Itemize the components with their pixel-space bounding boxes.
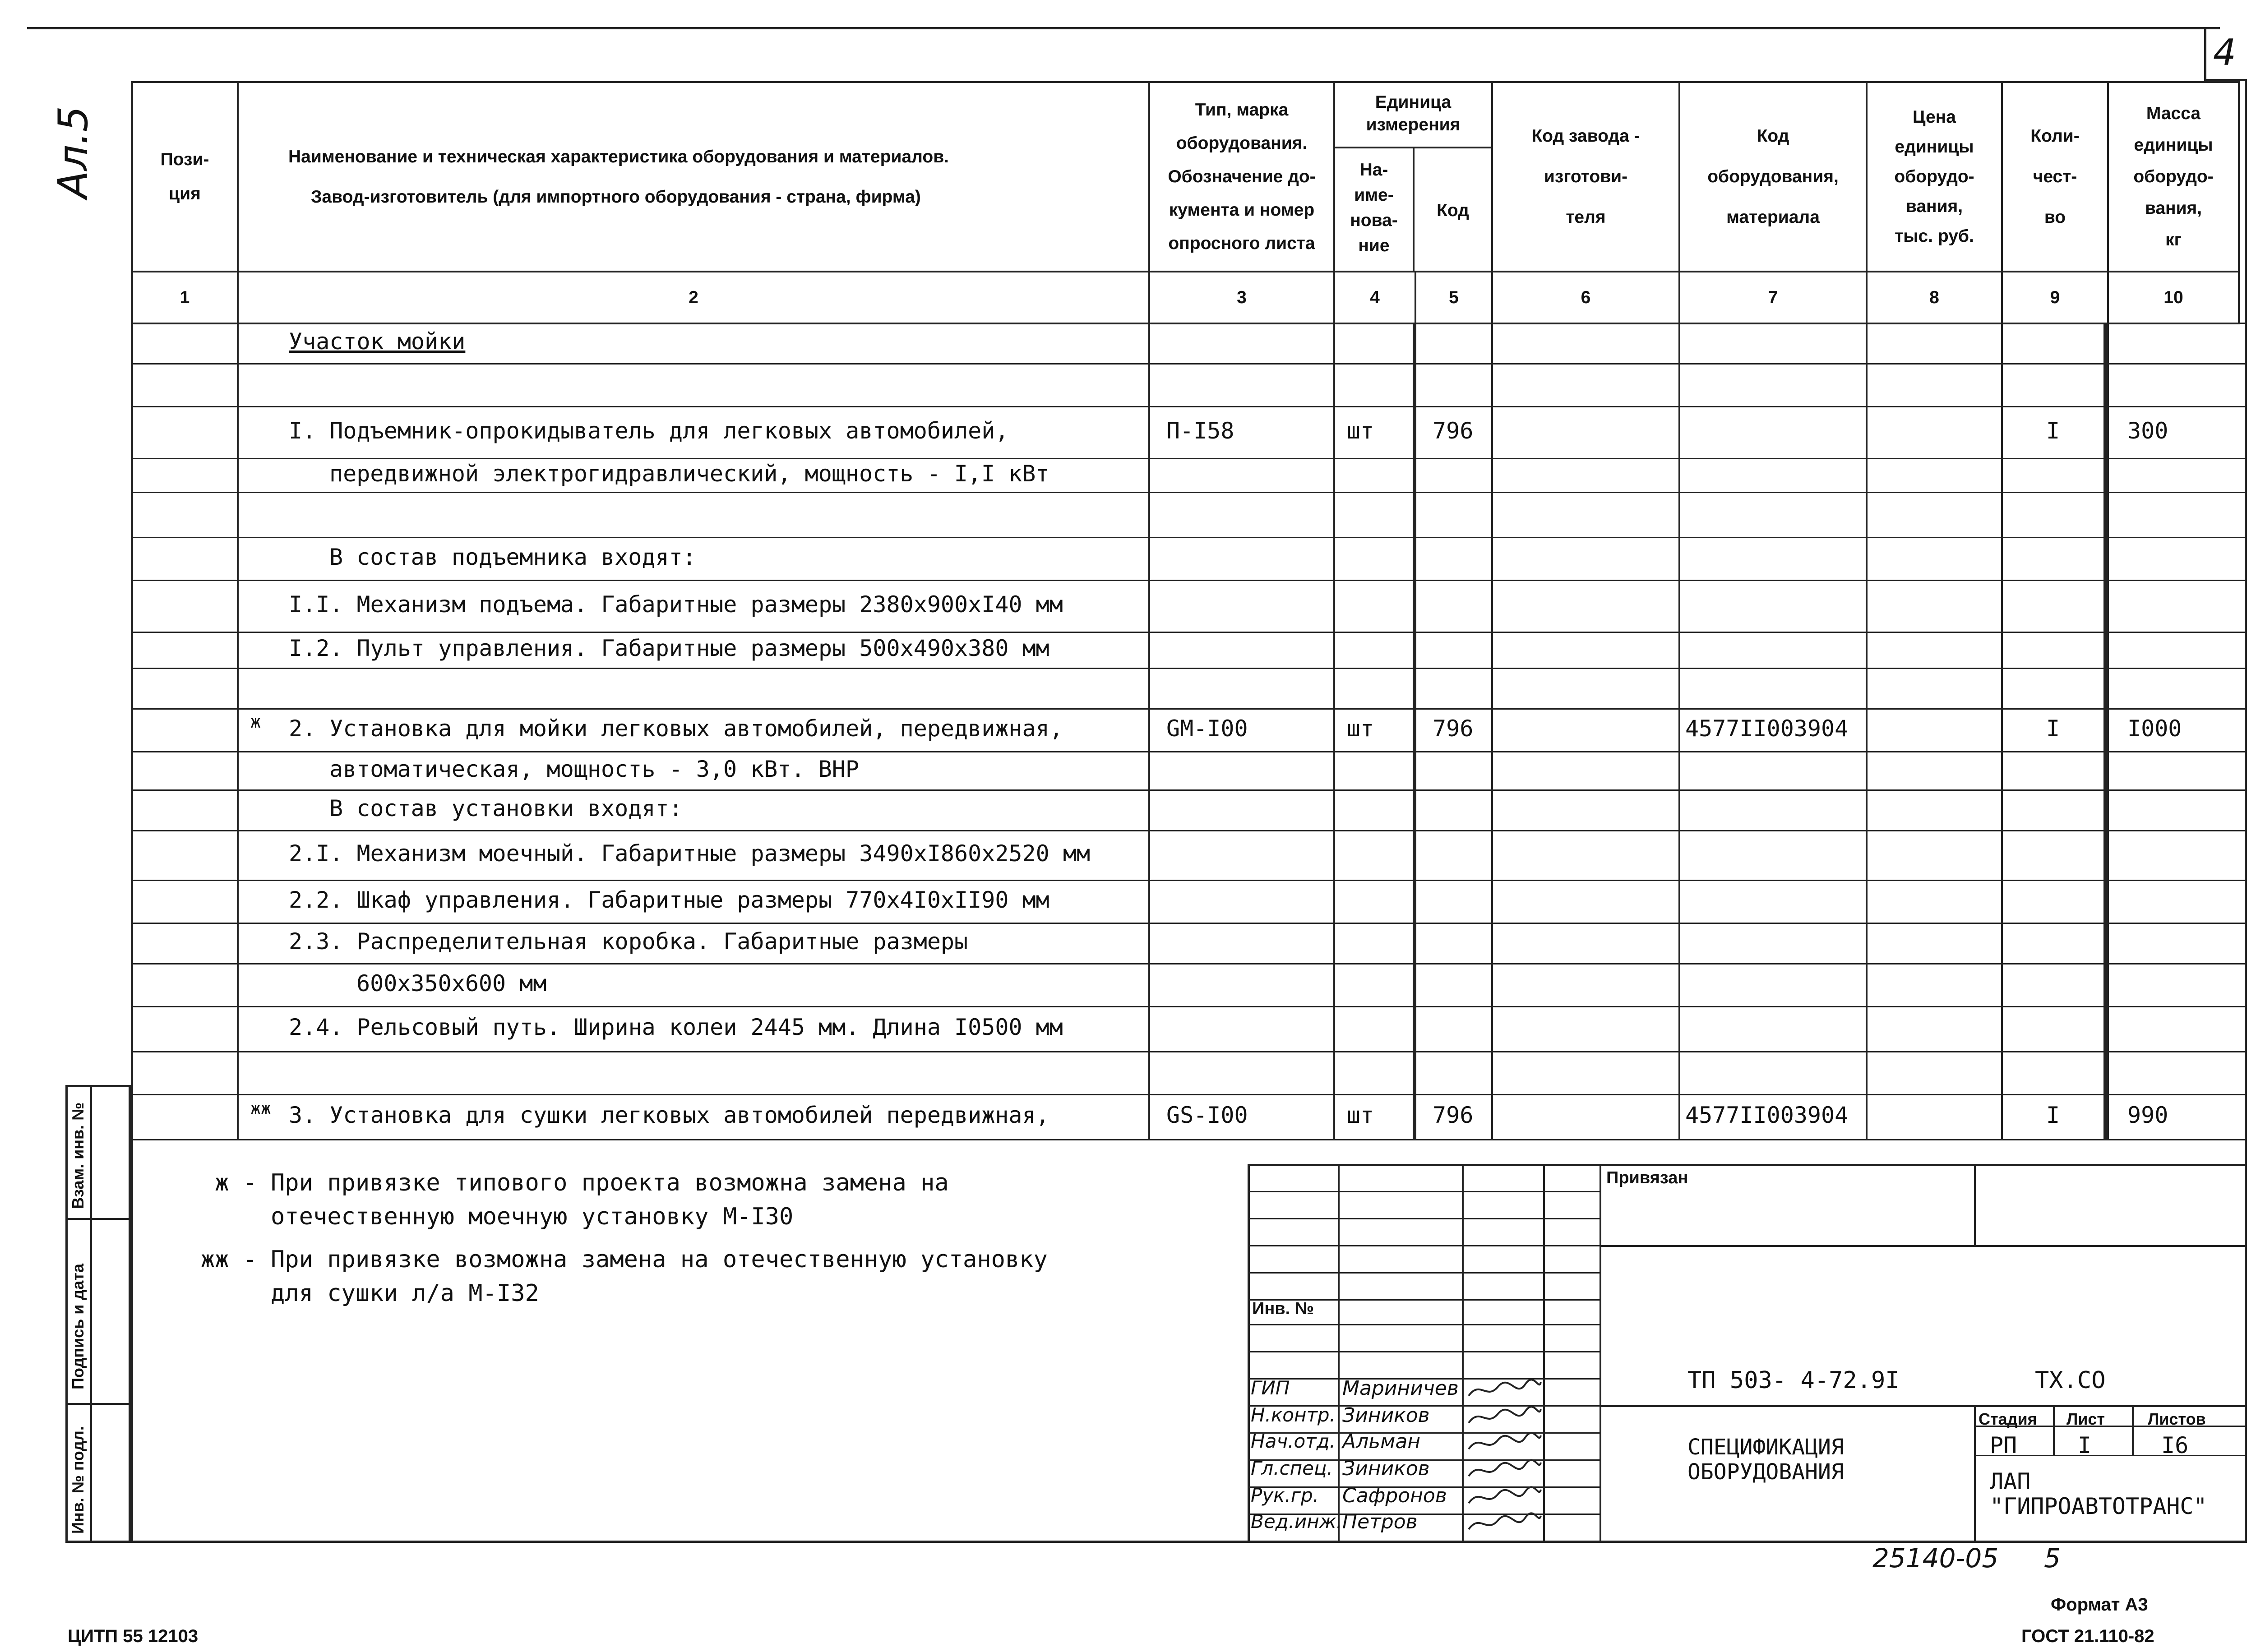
stamp-line	[1248, 1245, 1600, 1246]
stamp-role: Н.контр.	[1251, 1404, 1336, 1426]
header-factory-code: Код завода - изготови- теля	[1492, 82, 1679, 272]
stamp-line	[1248, 1218, 1600, 1219]
stamp-line	[1248, 1351, 1600, 1352]
grid-hline	[131, 789, 2245, 791]
header-name-line2: Завод-изготовитель (для импортного оборудования - страна, фирма)	[311, 187, 921, 207]
side-divider-1	[65, 1218, 131, 1220]
margin-note: Ал.5	[50, 106, 97, 198]
colnum: 8	[1867, 272, 2002, 323]
colnum: 2	[238, 272, 1149, 323]
grid-hline	[131, 963, 2245, 964]
footnote-1	[171, 1166, 949, 1234]
grid-hline	[131, 668, 2245, 669]
grid-vline	[237, 323, 239, 1139]
stamp-org-line1: ЛАП	[1990, 1468, 2031, 1495]
grid-vline	[1491, 323, 1493, 1139]
grid-vline	[2001, 323, 2003, 1139]
item-type: П-I58	[1166, 417, 1234, 444]
sheet-number: 4	[2213, 32, 2236, 74]
item-unit-code: 796	[1433, 1102, 1474, 1128]
stamp-line	[1248, 1272, 1600, 1274]
item-unit: шт	[1347, 417, 1374, 444]
grid-hline	[131, 708, 2245, 710]
frame-top	[27, 27, 2220, 29]
grid-vline	[2107, 323, 2109, 1139]
stamp-stadia-label: Стадия	[1979, 1410, 2037, 1428]
item-name: автоматическая, мощность - 3,0 кВт. ВНР	[329, 756, 859, 782]
footnote-2-mark: жж -	[200, 1246, 257, 1273]
side-label-inv: Инв. № подл.	[69, 1426, 87, 1534]
stamp-person-name: Зиников	[1342, 1457, 1430, 1480]
stamp-listov: I6	[2161, 1432, 2189, 1458]
item-mass: 990	[2127, 1102, 2168, 1128]
archive-page: 5	[2044, 1543, 2061, 1574]
colnum: 1	[132, 272, 238, 323]
stamp-person-name: Альман	[1342, 1430, 1421, 1453]
item-equipment-code: 4577II003904	[1685, 715, 1849, 742]
header-name-line1: Наименование и техническая характеристика оборудования и материалов.	[288, 147, 949, 166]
side-label-podpis: Подпись и дата	[69, 1264, 87, 1389]
signature-icon	[1466, 1378, 1543, 1407]
grid-vline	[2245, 323, 2247, 1139]
grid-vline-bold	[2103, 323, 2107, 1139]
stamp-role: ГИП	[1251, 1377, 1290, 1399]
header-position: Пози- ция	[132, 82, 238, 272]
signature-icon	[1466, 1405, 1543, 1435]
side-label-vzam: Взам. инв. №	[69, 1102, 87, 1209]
header-unit-code: Код	[1437, 201, 1469, 220]
header-mass: Масса единицы оборудо- вания, кг	[2108, 82, 2239, 272]
signature-icon	[1466, 1511, 1543, 1541]
footnote-2-line2: для сушки л/а М-I32	[271, 1280, 539, 1307]
stamp-person-name: Мариничев	[1342, 1377, 1459, 1400]
colnum: 3	[1149, 272, 1334, 323]
grid-hline	[131, 323, 2245, 324]
header-unit-group	[1334, 82, 1492, 272]
item-name: Участок мойки	[289, 328, 466, 355]
stamp-line	[1974, 1164, 1976, 1245]
header-quantity: Коли- чест- во	[2002, 82, 2108, 272]
item-footnote-mark: ж	[250, 711, 261, 732]
item-mass: 300	[2127, 417, 2168, 444]
item-type: GM-I00	[1166, 715, 1248, 742]
item-equipment-code: 4577II003904	[1685, 1102, 1849, 1128]
stamp-person-name: Петров	[1342, 1510, 1418, 1533]
stamp-list-label: Лист	[2066, 1410, 2105, 1428]
side-divider-2	[65, 1403, 131, 1405]
column-numbers-row	[132, 272, 2239, 323]
grid-hline	[131, 458, 2245, 459]
grid-vline	[1866, 323, 1868, 1139]
stamp-person-name: Сафронов	[1342, 1484, 1447, 1507]
grid-hline	[131, 492, 2245, 493]
header-price: Цена единицы оборудо- вания, тыс. руб.	[1867, 82, 2002, 272]
item-name: I.I. Механизм подъема. Габаритные размеры 2380х900хI40 мм	[289, 591, 1063, 618]
header-unit-title: Единица измерения	[1335, 83, 1491, 148]
footnote-1-line2: отечественную моечную установку М-I30	[271, 1203, 794, 1230]
colnum: 4	[1334, 272, 1415, 323]
item-type: GS-I00	[1166, 1102, 1248, 1128]
item-name: 2.3. Распределительная коробка. Габаритные размеры	[289, 928, 968, 955]
item-name: 2.4. Рельсовый путь. Ширина колеи 2445 мм. Длина I0500 мм	[289, 1014, 1063, 1040]
stamp-designation: ТП 503- 4-72.9I	[1687, 1367, 1900, 1394]
colnum: 10	[2108, 272, 2239, 323]
item-quantity: I	[2046, 1102, 2060, 1128]
citp-label: ЦИТП 55 12103	[68, 1626, 199, 1646]
stamp-title-line2: ОБОРУДОВАНИЯ	[1687, 1459, 1844, 1485]
format-label: Формат А3	[2051, 1595, 2148, 1615]
item-unit-code: 796	[1433, 715, 1474, 742]
item-name: 600х350х600 мм	[356, 970, 547, 997]
stamp-line	[1248, 1191, 1600, 1192]
grid-hline	[131, 537, 2245, 538]
header-unit-name: На- име- нова- ние	[1335, 148, 1415, 271]
stamp-role: Гл.спец.	[1251, 1457, 1333, 1479]
stamp-role: Вед.инж.	[1251, 1510, 1342, 1532]
spec-table	[131, 81, 2240, 324]
item-quantity: I	[2046, 417, 2060, 444]
header-equip-code: Код оборудования, материала	[1679, 82, 1867, 272]
grid-hline	[131, 1139, 2245, 1140]
colnum: 6	[1492, 272, 1679, 323]
side-divider-inner	[90, 1085, 92, 1543]
grid-hline	[131, 880, 2245, 881]
item-name: передвижной электрогидравлический, мощность - I,I кВт	[329, 460, 1049, 487]
grid-hline	[131, 923, 2245, 924]
item-name: 2.I. Механизм моечный. Габаритные размеры 3490хI860х2520 мм	[289, 840, 1091, 867]
grid-hline	[131, 830, 2245, 831]
grid-hline	[131, 1051, 2245, 1052]
stamp-designation-suffix: ТХ.СО	[2035, 1367, 2106, 1394]
grid-vline	[131, 323, 133, 1139]
item-name: I. Подъемник-опрокидыватель для легковых автомобилей,	[289, 417, 1009, 444]
grid-vline-bold	[1413, 323, 1416, 1139]
stamp-listov-label: Листов	[2148, 1410, 2206, 1428]
item-unit: шт	[1347, 715, 1374, 742]
stamp-inv-no: Инв. №	[1252, 1299, 1314, 1318]
footnote-1-line1: При привязке типового проекта возможна замена на	[271, 1169, 949, 1196]
colnum: 5	[1415, 272, 1492, 323]
item-name: I.2. Пульт управления. Габаритные размеры 500х490х380 мм	[289, 635, 1049, 661]
grid-vline	[1148, 323, 1150, 1139]
item-name: В состав установки входят:	[329, 795, 683, 821]
footnote-2	[171, 1243, 1048, 1311]
header-type: Тип, марка оборудования. Обозначение до- кумента и номер опросного листа	[1149, 82, 1334, 272]
gost-label: ГОСТ 21.110-82	[2021, 1626, 2154, 1646]
stamp-privyazan: Привязан	[1606, 1168, 1688, 1187]
grid-hline	[131, 406, 2245, 407]
colnum: 9	[2002, 272, 2108, 323]
stamp-line	[1248, 1324, 1600, 1325]
stamp-line	[1462, 1164, 1464, 1543]
signature-icon	[1466, 1458, 1543, 1488]
signature-icon	[1466, 1485, 1543, 1515]
grid-hline	[131, 363, 2245, 365]
grid-vline	[1678, 323, 1680, 1139]
stamp-role: Рук.гр.	[1251, 1484, 1319, 1506]
footnote-1-mark: ж -	[215, 1169, 257, 1196]
stamp-line	[1543, 1164, 1545, 1543]
stamp-title-line1: СПЕЦИФИКАЦИЯ	[1687, 1435, 1844, 1460]
item-name: 2.2. Шкаф управления. Габаритные размеры 770х4I0хII90 мм	[289, 886, 1049, 913]
signature-icon	[1466, 1431, 1543, 1461]
grid-hline	[131, 1006, 2245, 1007]
grid-hline	[131, 1094, 2245, 1095]
stamp-line	[1600, 1245, 2247, 1247]
grid-hline	[131, 632, 2245, 633]
item-unit: шт	[1347, 1102, 1374, 1128]
item-name: 3. Установка для сушки легковых автомобилей передвижная,	[289, 1102, 1049, 1128]
stamp-line	[2132, 1405, 2134, 1455]
colnum: 7	[1679, 272, 1867, 323]
grid-vline	[1333, 323, 1335, 1139]
stamp-person-name: Зиников	[1342, 1404, 1430, 1427]
grid-hline	[131, 751, 2245, 752]
archive-number: 25140-05	[1872, 1543, 1999, 1574]
item-quantity: I	[2046, 715, 2060, 742]
grid-hline	[131, 580, 2245, 581]
item-mass: I000	[2127, 715, 2182, 742]
item-name: В состав подъемника входят:	[329, 544, 696, 570]
footnote-2-line1: При привязке возможна замена на отечественную установку	[271, 1246, 1048, 1273]
stamp-line	[2053, 1405, 2055, 1455]
stamp-list: I	[2078, 1432, 2092, 1458]
header-name	[238, 82, 1149, 272]
stamp-line	[1600, 1164, 1601, 1543]
stamp-line	[1600, 1405, 2247, 1407]
stamp-org-line2: "ГИПРОАВТОТРАНС"	[1990, 1493, 2207, 1519]
item-unit-code: 796	[1433, 417, 1474, 444]
stamp-line	[1338, 1164, 1340, 1543]
item-name: 2. Установка для мойки легковых автомобилей, передвижная,	[289, 715, 1063, 742]
item-footnote-mark: жж	[250, 1098, 271, 1118]
stamp-role: Нач.отд.	[1251, 1430, 1336, 1452]
stamp-stadia: РП	[1990, 1432, 2017, 1458]
